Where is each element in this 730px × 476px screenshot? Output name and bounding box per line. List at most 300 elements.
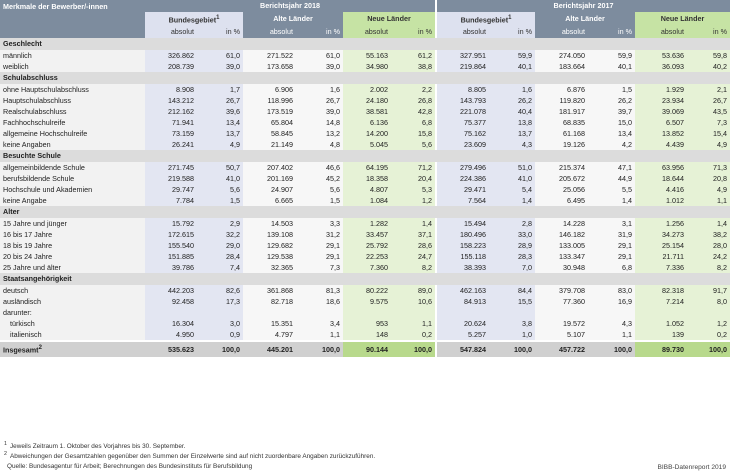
total-cell: 535.623: [145, 341, 197, 356]
region-header-alt-2018: Alte Länder: [243, 12, 343, 26]
table-cell: 5,4: [489, 184, 535, 195]
table-cell: 7.564: [436, 195, 489, 206]
table-cell: 5.257: [436, 329, 489, 341]
row-label: Realschulabschluss: [0, 106, 145, 117]
table-cell: 8,0: [687, 296, 730, 307]
total-cell: 445.201: [243, 341, 296, 356]
unit-header: in %: [391, 26, 436, 38]
table-cell: 5.045: [343, 139, 391, 150]
table-cell: 6.665: [243, 195, 296, 206]
section-title: Geschlecht: [0, 38, 730, 50]
table-cell: 15.494: [436, 218, 489, 229]
table-row: [0, 307, 730, 318]
row-label: darunter:: [0, 307, 145, 318]
table-cell: 77.360: [535, 296, 588, 307]
table-cell: [145, 307, 197, 318]
table-cell: 3,1: [588, 218, 635, 229]
table-cell: 1,0: [489, 329, 535, 341]
unit-header: in %: [588, 26, 635, 38]
table-cell: 82,6: [197, 285, 243, 296]
table-cell: 80.222: [343, 285, 391, 296]
table-cell: 3,3: [296, 218, 343, 229]
total-cell: 100,0: [489, 341, 535, 356]
table-cell: 17,3: [197, 296, 243, 307]
row-label: 20 bis 24 Jahre: [0, 251, 145, 262]
table-cell: 4,2: [588, 139, 635, 150]
unit-header: absolut: [343, 26, 391, 38]
table-cell: 14,8: [296, 117, 343, 128]
total-cell: 100,0: [391, 341, 436, 356]
table-cell: 151.885: [145, 251, 197, 262]
table-cell: 18,6: [296, 296, 343, 307]
table-cell: 41,0: [197, 173, 243, 184]
unit-header: in %: [197, 26, 243, 38]
table-cell: 7.336: [635, 262, 687, 273]
table-cell: 21.149: [243, 139, 296, 150]
table-cell: 32.365: [243, 262, 296, 273]
table-cell: 219.864: [436, 61, 489, 72]
table-row: [0, 95, 730, 106]
table-cell: 61,0: [197, 50, 243, 61]
table-row: [0, 117, 730, 128]
table-cell: 1.929: [635, 84, 687, 95]
table-cell: 44,9: [588, 173, 635, 184]
table-cell: 40,4: [489, 106, 535, 117]
table-row: [0, 84, 730, 95]
table-cell: [243, 307, 296, 318]
table-cell: 20.624: [436, 318, 489, 329]
table-cell: 201.169: [243, 173, 296, 184]
row-label: 15 Jahre und jünger: [0, 218, 145, 229]
table-cell: 6.876: [535, 84, 588, 95]
table-cell: 7.784: [145, 195, 197, 206]
table-cell: 361.868: [243, 285, 296, 296]
table-cell: 41,0: [489, 173, 535, 184]
table-cell: 39.069: [635, 106, 687, 117]
table-cell: 180.496: [436, 229, 489, 240]
table-cell: 40,2: [687, 61, 730, 72]
table-cell: 16.304: [145, 318, 197, 329]
section-title: Schulabschluss: [0, 72, 730, 84]
row-label: keine Angaben: [0, 139, 145, 150]
table-cell: 327.951: [436, 50, 489, 61]
corner-header: Merkmale der Bewerber/-innen: [0, 0, 145, 38]
table-cell: 14.503: [243, 218, 296, 229]
table-cell: 91,7: [687, 285, 730, 296]
table-cell: 22.253: [343, 251, 391, 262]
table-cell: 2.002: [343, 84, 391, 95]
table-cell: 4.439: [635, 139, 687, 150]
table-cell: 215.374: [535, 162, 588, 173]
total-cell: 90.144: [343, 341, 391, 356]
table-cell: 219.588: [145, 173, 197, 184]
table-cell: 205.672: [535, 173, 588, 184]
table-cell: 29,1: [296, 240, 343, 251]
row-label: 18 bis 19 Jahre: [0, 240, 145, 251]
table-cell: 2,8: [489, 218, 535, 229]
table-cell: 19.572: [535, 318, 588, 329]
table-cell: 4,3: [588, 318, 635, 329]
table-cell: 155.540: [145, 240, 197, 251]
table-row: [0, 162, 730, 173]
table-cell: 143.793: [436, 95, 489, 106]
table-cell: 55.163: [343, 50, 391, 61]
table-cell: 82.718: [243, 296, 296, 307]
row-label: türkisch: [0, 318, 145, 329]
table-cell: 279.496: [436, 162, 489, 173]
table-cell: 953: [343, 318, 391, 329]
table-cell: [489, 307, 535, 318]
table-cell: 1,6: [296, 84, 343, 95]
region-header-neu-2018: Neue Länder: [343, 12, 436, 26]
table-cell: [635, 307, 687, 318]
table-cell: 28,3: [489, 251, 535, 262]
table-cell: 30.948: [535, 262, 588, 273]
row-label: Fachhochschulreife: [0, 117, 145, 128]
table-cell: 207.402: [243, 162, 296, 173]
table-cell: 15.351: [243, 318, 296, 329]
total-row: [0, 341, 730, 356]
table-cell: 71.941: [145, 117, 197, 128]
table-cell: 84.913: [436, 296, 489, 307]
table-cell: 14.228: [535, 218, 588, 229]
table-cell: 224.386: [436, 173, 489, 184]
table-cell: 2,1: [687, 84, 730, 95]
row-label: italienisch: [0, 329, 145, 341]
table-cell: 28,4: [197, 251, 243, 262]
table-row: [0, 173, 730, 184]
table-cell: 38.581: [343, 106, 391, 117]
table-cell: [535, 307, 588, 318]
table-cell: 15,0: [588, 117, 635, 128]
table-cell: 129.682: [243, 240, 296, 251]
table-cell: 26,8: [391, 95, 436, 106]
table-cell: 7,3: [296, 262, 343, 273]
table-cell: [687, 307, 730, 318]
table-cell: [343, 307, 391, 318]
table-cell: 26,7: [296, 95, 343, 106]
table-row: [0, 240, 730, 251]
footnote: Quelle: Bundesagentur für Arbeit; Berechnungen des Bundesinstituts für Berufsbildung: [7, 463, 253, 471]
unit-header: absolut: [243, 26, 296, 38]
table-cell: 24,2: [687, 251, 730, 262]
table-cell: 6.136: [343, 117, 391, 128]
table-cell: 4,9: [687, 184, 730, 195]
unit-header: absolut: [635, 26, 687, 38]
table-cell: 8.908: [145, 84, 197, 95]
table-cell: 82.318: [635, 285, 687, 296]
table-cell: 4.950: [145, 329, 197, 341]
table-cell: 14.200: [343, 128, 391, 139]
table-cell: 15,4: [687, 128, 730, 139]
table-cell: 29,1: [588, 251, 635, 262]
table-cell: 26.241: [145, 139, 197, 150]
table-cell: 13,7: [197, 128, 243, 139]
table-cell: 4.797: [243, 329, 296, 341]
row-label: Hochschule und Akademien: [0, 184, 145, 195]
section-header: [0, 206, 730, 218]
table-cell: 24.180: [343, 95, 391, 106]
table-cell: 1,4: [489, 195, 535, 206]
row-label: allgemeinbildende Schule: [0, 162, 145, 173]
table-cell: 1,1: [391, 318, 436, 329]
table-cell: 271.522: [243, 50, 296, 61]
table-cell: 5,5: [588, 184, 635, 195]
row-label: weiblich: [0, 61, 145, 72]
table-cell: 7,3: [687, 117, 730, 128]
total-cell: 100,0: [588, 341, 635, 356]
table-cell: 28,6: [391, 240, 436, 251]
table-cell: [197, 307, 243, 318]
table-cell: 6,8: [588, 262, 635, 273]
table-cell: 129.538: [243, 251, 296, 262]
table-cell: 39,7: [588, 106, 635, 117]
table-cell: 64.195: [343, 162, 391, 173]
row-label: ausländisch: [0, 296, 145, 307]
footnote: $^2$ Abweichungen der Gesamtzahlen gegenüber den Summen der Einzelwerte sind auf nicht zuordenbare Angaben zurückzuführen.: [4, 451, 376, 461]
table-cell: 26,2: [588, 95, 635, 106]
row-label: ohne Hauptschulabschluss: [0, 84, 145, 95]
table-cell: 33,0: [489, 229, 535, 240]
table-cell: 139: [635, 329, 687, 341]
table-cell: 39.786: [145, 262, 197, 273]
table-cell: 5.107: [535, 329, 588, 341]
table-cell: 25.154: [635, 240, 687, 251]
total-cell: 89.730: [635, 341, 687, 356]
table-cell: 29.471: [436, 184, 489, 195]
table-cell: 1,6: [489, 84, 535, 95]
table-row: [0, 285, 730, 296]
table-cell: 58.845: [243, 128, 296, 139]
table-cell: 1,2: [391, 195, 436, 206]
table-cell: 6,8: [391, 117, 436, 128]
region-header-bund-2017: Bundesgebiet$^1$: [436, 12, 535, 26]
total-cell: 100,0: [296, 341, 343, 356]
section-header: [0, 273, 730, 285]
table-cell: 13,4: [197, 117, 243, 128]
table-cell: 42,8: [391, 106, 436, 117]
table-cell: 33.457: [343, 229, 391, 240]
table-cell: 25.792: [343, 240, 391, 251]
table-row: [0, 296, 730, 307]
row-label: berufsbildende Schule: [0, 173, 145, 184]
table-cell: 68.835: [535, 117, 588, 128]
table-cell: 83,0: [588, 285, 635, 296]
table-cell: 31,2: [296, 229, 343, 240]
table-cell: 5,3: [391, 184, 436, 195]
table-cell: 208.739: [145, 61, 197, 72]
table-cell: 5,6: [391, 139, 436, 150]
table-cell: 1,5: [588, 84, 635, 95]
table-cell: 4,9: [197, 139, 243, 150]
table-cell: 155.118: [436, 251, 489, 262]
table-cell: 19.126: [535, 139, 588, 150]
table-cell: 274.050: [535, 50, 588, 61]
table-cell: 38,8: [391, 61, 436, 72]
table-cell: 7,4: [197, 262, 243, 273]
row-label: männlich: [0, 50, 145, 61]
table-row: [0, 61, 730, 72]
table-cell: 4.807: [343, 184, 391, 195]
table-cell: 462.163: [436, 285, 489, 296]
table-cell: 73.159: [145, 128, 197, 139]
table-body: [0, 38, 730, 356]
table-cell: 39,0: [296, 61, 343, 72]
table-cell: 221.078: [436, 106, 489, 117]
total-label: Insgesamt$^2$: [0, 341, 145, 356]
table-cell: 7,0: [489, 262, 535, 273]
table-cell: 133.005: [535, 240, 588, 251]
table-row: [0, 195, 730, 206]
table-cell: 7.214: [635, 296, 687, 307]
section-title: Alter: [0, 206, 730, 218]
table-cell: 6.495: [535, 195, 588, 206]
table-cell: 379.708: [535, 285, 588, 296]
table-cell: 39,6: [197, 106, 243, 117]
section-title: Staatsangehörigkeit: [0, 273, 730, 285]
table-cell: 59,8: [687, 50, 730, 61]
table-cell: 1,4: [391, 218, 436, 229]
table-cell: 34.980: [343, 61, 391, 72]
table-cell: 271.745: [145, 162, 197, 173]
table-cell: 1,5: [296, 195, 343, 206]
table-row: [0, 139, 730, 150]
table-cell: 8,2: [687, 262, 730, 273]
table-cell: 63.956: [635, 162, 687, 173]
table-cell: 1,1: [588, 329, 635, 341]
region-header-bund-2018: Bundesgebiet$^1$: [145, 12, 243, 26]
table-cell: 13,7: [489, 128, 535, 139]
table-cell: 46,6: [296, 162, 343, 173]
table-cell: 89,0: [391, 285, 436, 296]
table-cell: 0,9: [197, 329, 243, 341]
table-cell: 45,2: [296, 173, 343, 184]
table-cell: 148: [343, 329, 391, 341]
table-cell: 29,1: [296, 251, 343, 262]
row-label: keine Angabe: [0, 195, 145, 206]
table-cell: 146.182: [535, 229, 588, 240]
table-cell: 16,9: [588, 296, 635, 307]
table-cell: 92.458: [145, 296, 197, 307]
table-cell: 119.820: [535, 95, 588, 106]
table-cell: 133.347: [535, 251, 588, 262]
table-cell: 28,0: [687, 240, 730, 251]
table-cell: 61,2: [391, 50, 436, 61]
unit-header: absolut: [535, 26, 588, 38]
table-cell: 32,2: [197, 229, 243, 240]
table-cell: 50,7: [197, 162, 243, 173]
table-cell: 1,4: [588, 195, 635, 206]
table-cell: 26,7: [197, 95, 243, 106]
table-cell: 38,2: [687, 229, 730, 240]
table-cell: 8,2: [391, 262, 436, 273]
total-cell: 100,0: [687, 341, 730, 356]
footnote: $^1$ Jeweils Zeitraum 1. Oktober des Vorjahres bis 30. September.: [4, 441, 186, 451]
table-cell: [436, 307, 489, 318]
table-cell: 47,1: [588, 162, 635, 173]
table-cell: 13.852: [635, 128, 687, 139]
table-cell: 4.416: [635, 184, 687, 195]
table-cell: [296, 307, 343, 318]
table-row: [0, 128, 730, 139]
table-cell: 173.519: [243, 106, 296, 117]
table-row: [0, 218, 730, 229]
table-cell: 39,0: [197, 61, 243, 72]
table-cell: 84,4: [489, 285, 535, 296]
table-cell: 0,2: [687, 329, 730, 341]
table-cell: 40,1: [489, 61, 535, 72]
table-cell: 3,4: [296, 318, 343, 329]
table-cell: 1.052: [635, 318, 687, 329]
table-cell: 139.108: [243, 229, 296, 240]
table-cell: 13,4: [588, 128, 635, 139]
table-cell: 5,6: [197, 184, 243, 195]
table-cell: 3,0: [197, 318, 243, 329]
table-cell: 18.358: [343, 173, 391, 184]
table-row: [0, 251, 730, 262]
table-cell: 81,3: [296, 285, 343, 296]
section-header: [0, 38, 730, 50]
table-cell: 71,3: [687, 162, 730, 173]
table-cell: [391, 307, 436, 318]
table-row: [0, 50, 730, 61]
table-cell: 1.084: [343, 195, 391, 206]
table-cell: 1,2: [687, 318, 730, 329]
table-cell: 24.907: [243, 184, 296, 195]
table-cell: 4,9: [687, 139, 730, 150]
table-cell: 13,2: [296, 128, 343, 139]
table-cell: 181.917: [535, 106, 588, 117]
table-cell: 26,7: [687, 95, 730, 106]
section-title: Besuchte Schule: [0, 150, 730, 162]
table-cell: 43,5: [687, 106, 730, 117]
year-header-2018: Berichtsjahr 2018: [145, 0, 436, 12]
unit-header: absolut: [145, 26, 197, 38]
table-cell: 5,6: [296, 184, 343, 195]
table-cell: 7.360: [343, 262, 391, 273]
table-cell: 29.747: [145, 184, 197, 195]
table-cell: 15.792: [145, 218, 197, 229]
table-cell: 172.615: [145, 229, 197, 240]
total-cell: 457.722: [535, 341, 588, 356]
table-row: [0, 184, 730, 195]
table-cell: 23.934: [635, 95, 687, 106]
table-cell: 1.282: [343, 218, 391, 229]
region-header-alt-2017: Alte Länder: [535, 12, 635, 26]
table-cell: 38.393: [436, 262, 489, 273]
table-cell: 1,7: [197, 84, 243, 95]
table-cell: 2,2: [391, 84, 436, 95]
table-cell: 75.162: [436, 128, 489, 139]
section-header: [0, 150, 730, 162]
table-cell: 442.203: [145, 285, 197, 296]
table-cell: 29,0: [197, 240, 243, 251]
region-header-neu-2017: Neue Länder: [635, 12, 730, 26]
section-header: [0, 72, 730, 84]
table-cell: 25.056: [535, 184, 588, 195]
table-cell: 1,5: [197, 195, 243, 206]
table-cell: 34.273: [635, 229, 687, 240]
table-cell: 1.012: [635, 195, 687, 206]
table-cell: 143.212: [145, 95, 197, 106]
unit-header: absolut: [436, 26, 489, 38]
table-cell: [588, 307, 635, 318]
table-cell: 40,1: [588, 61, 635, 72]
table-cell: 6.906: [243, 84, 296, 95]
table-cell: 1,1: [687, 195, 730, 206]
table-cell: 6.507: [635, 117, 687, 128]
table-cell: 158.223: [436, 240, 489, 251]
